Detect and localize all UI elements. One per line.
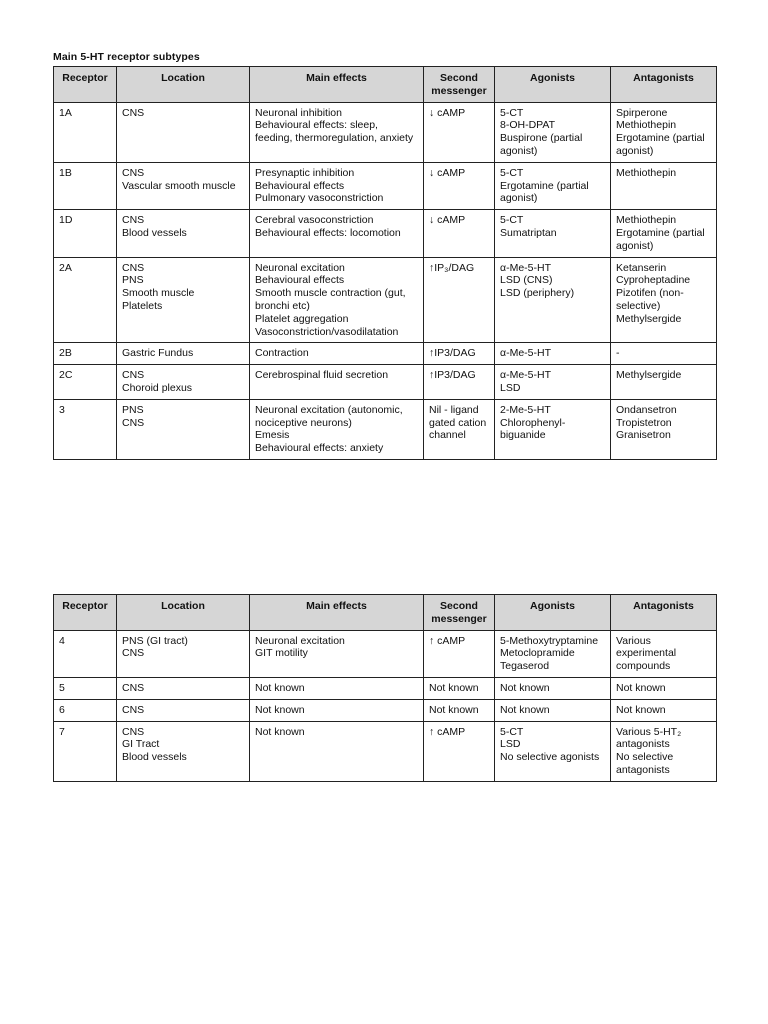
cell-receptor: 7 [54,721,117,781]
cell-receptor: 5 [54,677,117,699]
header-antagonists: Antagonists [611,595,717,631]
cell-line: ↑IP3/DAG [429,369,476,382]
table-row [54,257,717,343]
cell-main-effects [250,399,424,459]
cell-line: Blood vessels [122,226,187,239]
cell-second-messenger [424,365,495,400]
cell-second-messenger [424,721,495,781]
cell-line: 5-CT [500,106,524,119]
cell-line: PNS (GI tract) [122,634,188,647]
cell-line: Cerebrospinal fluid secretion [255,369,389,382]
cell-antagonists [611,343,717,365]
cell-line: CNS [122,725,145,738]
cell-second-messenger [424,343,495,365]
cell-line: Vasoconstriction/vasodilatation [255,325,399,338]
cell-line: Not known [429,681,479,694]
cell-line: Gastric Fundus [122,347,194,360]
cell-agonists [495,365,611,400]
cell-line: α-Me-5-HT [500,369,551,382]
cell-antagonists [611,162,717,209]
cell-line: Ondansetron [616,403,677,416]
cell-antagonists [611,677,717,699]
cell-line: Cerebral vasoconstriction [255,214,374,227]
cell-line: Not known [255,681,305,694]
cell-line: Blood vessels [122,751,187,764]
cell-line: Methiothepin [616,119,677,132]
cell-antagonists [611,399,717,459]
header-location: Location [117,595,250,631]
cell-line: LSD [500,381,521,394]
cell-line: LSD (CNS) [500,274,553,287]
header-receptor: Receptor [54,67,117,103]
cell-location [117,699,250,721]
cell-main-effects [250,102,424,162]
cell-line: ↑ cAMP [429,634,466,647]
header-agonists: Agonists [495,67,611,103]
table-body [54,630,717,781]
cell-line: Neuronal excitation [255,634,345,647]
cell-line: Neuronal excitation (autonomic, nociceptive neurons) [255,403,403,429]
cell-line: PNS [122,403,144,416]
receptor-table-1 [53,66,717,460]
cell-antagonists [611,365,717,400]
cell-line: ↑ cAMP [429,725,466,738]
cell-line: CNS [122,703,145,716]
table-row [54,721,717,781]
cell-line: ↓ cAMP [429,166,466,179]
cell-line: Choroid plexus [122,381,193,394]
cell-line: Behavioural effects: sleep, feeding, thermoregulation, anxiety [255,119,414,145]
cell-line: Granisetron [616,429,671,442]
table-header-row [54,595,717,631]
cell-line: Ergotamine (partial agonist) [500,179,589,205]
header-main-effects: Main effects [250,67,424,103]
cell-receptor: 2C [54,365,117,400]
cell-line: Buspirone (partial agonist) [500,132,583,157]
cell-agonists [495,721,611,781]
header-location: Location [117,67,250,103]
table-row [54,630,717,677]
cell-line: CNS [122,106,145,119]
header-receptor: Receptor [54,595,117,631]
cell-line: Not known [429,703,479,716]
cell-line: Not known [255,725,305,738]
cell-line: Vascular smooth muscle [122,179,236,192]
table-row [54,399,717,459]
cell-agonists [495,162,611,209]
cell-line: Not known [255,703,305,716]
cell-line: Ergotamine (partial agonist) [616,132,705,157]
cell-line: LSD (periphery) [500,287,575,300]
cell-antagonists [611,102,717,162]
cell-location [117,210,250,257]
header-second-messenger: Second messenger [424,595,495,631]
cell-main-effects [250,699,424,721]
cell-antagonists [611,721,717,781]
cell-line: Platelets [122,299,163,312]
cell-location [117,162,250,209]
cell-line: CNS [122,647,145,660]
cell-main-effects [250,162,424,209]
cell-line: CNS [122,416,145,429]
table-row [54,343,717,365]
cell-line: Methylsergide [616,369,682,382]
cell-line: Contraction [255,347,309,360]
cell-line: Methylsergide [616,312,682,325]
cell-line: CNS [122,261,145,274]
cell-line: ↓ cAMP [429,214,466,227]
table-row [54,699,717,721]
cell-main-effects [250,630,424,677]
page-title: Main 5-HT receptor subtypes [53,51,200,63]
cell-agonists [495,677,611,699]
cell-antagonists [611,257,717,343]
cell-location [117,102,250,162]
cell-line: Neuronal excitation [255,261,345,274]
cell-line: Ketanserin [616,261,667,274]
cell-receptor: 1D [54,210,117,257]
cell-location [117,343,250,365]
cell-line: Behavioural effects: anxiety [255,442,384,455]
cell-line: Tropistetron [616,416,672,429]
cell-line: Behavioural effects [255,274,345,287]
cell-line: Pulmonary vasoconstriction [255,192,384,205]
cell-line: 8-OH-DPAT [500,119,556,132]
cell-location [117,257,250,343]
table-body [54,102,717,459]
cell-receptor: 2A [54,257,117,343]
cell-line: Smooth muscle [122,287,195,300]
cell-line: Neuronal inhibition [255,106,342,119]
cell-line: LSD [500,738,521,751]
cell-agonists [495,257,611,343]
cell-location [117,365,250,400]
cell-location [117,677,250,699]
cell-antagonists [611,210,717,257]
cell-second-messenger [424,162,495,209]
cell-main-effects [250,365,424,400]
cell-receptor: 2B [54,343,117,365]
cell-second-messenger [424,257,495,343]
cell-line: Pizotifen (non-selective) [616,287,684,312]
cell-line: Presynaptic inhibition [255,166,355,179]
cell-agonists [495,102,611,162]
cell-line: Methiothepin [616,166,677,179]
cell-second-messenger [424,630,495,677]
cell-line: α-Me-5-HT [500,261,551,274]
cell-antagonists [611,630,717,677]
cell-second-messenger [424,210,495,257]
header-second-messenger: Second messenger [424,67,495,103]
cell-line: CNS [122,681,145,694]
cell-antagonists [611,699,717,721]
cell-line: Spirperone [616,106,668,119]
table-row [54,102,717,162]
cell-line: ↑IP₃/DAG [429,261,475,274]
cell-agonists [495,399,611,459]
cell-line: Behavioural effects: locomotion [255,226,401,239]
cell-line: Emesis [255,429,290,442]
cell-location [117,630,250,677]
cell-line: 5-Methoxytryptamine [500,634,599,647]
cell-line: - [616,347,620,360]
cell-line: CNS [122,166,145,179]
cell-second-messenger [424,102,495,162]
cell-line: 2-Me-5-HT [500,403,551,416]
cell-main-effects [250,721,424,781]
table-header-row [54,67,717,103]
cell-second-messenger [424,699,495,721]
cell-line: Platelet aggregation [255,312,349,325]
cell-line: Behavioural effects [255,179,345,192]
cell-line: Various experimental compounds [616,634,677,673]
cell-line: CNS [122,369,145,382]
table-row [54,210,717,257]
cell-receptor: 1A [54,102,117,162]
header-agonists: Agonists [495,595,611,631]
cell-line: No selective agonists [500,751,600,764]
cell-receptor: 3 [54,399,117,459]
cell-line: GIT motility [255,647,308,660]
cell-main-effects [250,257,424,343]
cell-line: Sumatriptan [500,226,557,239]
header-antagonists: Antagonists [611,67,717,103]
cell-line: Various 5-HT₂ antagonists [616,725,682,751]
cell-line: 5-CT [500,214,524,227]
cell-main-effects [250,210,424,257]
table-row [54,162,717,209]
cell-line: Smooth muscle contraction (gut, bronchi etc) [255,287,406,312]
header-main-effects: Main effects [250,595,424,631]
cell-line: Cyproheptadine [616,274,691,287]
cell-line: PNS [122,274,144,287]
cell-line: Not known [616,703,666,716]
cell-line: GI Tract [122,738,160,751]
cell-line: 5-CT [500,725,524,738]
cell-receptor: 6 [54,699,117,721]
cell-line: 5-CT [500,166,524,179]
cell-agonists [495,343,611,365]
cell-main-effects [250,677,424,699]
cell-line: No selective antagonists [616,751,674,776]
cell-main-effects [250,343,424,365]
cell-line: Not known [616,681,666,694]
cell-agonists [495,630,611,677]
cell-line: Methiothepin [616,214,677,227]
cell-line: ↓ cAMP [429,106,466,119]
cell-second-messenger [424,399,495,459]
cell-line: α-Me-5-HT [500,347,551,360]
cell-line: ↑IP3/DAG [429,347,476,360]
cell-line: Chlorophenyl-biguanide [500,416,566,442]
table-row [54,365,717,400]
cell-location [117,721,250,781]
receptor-table-2 [53,594,717,782]
table-row [54,677,717,699]
cell-line: Not known [500,681,550,694]
cell-line: Ergotamine (partial agonist) [616,226,705,252]
cell-line: Nil - ligand gated cation channel [429,403,487,442]
cell-agonists [495,699,611,721]
cell-agonists [495,210,611,257]
cell-receptor: 4 [54,630,117,677]
cell-line: Not known [500,703,550,716]
cell-line: Tegaserod [500,660,550,673]
cell-second-messenger [424,677,495,699]
cell-location [117,399,250,459]
cell-line: Metoclopramide [500,647,575,660]
cell-receptor: 1B [54,162,117,209]
cell-line: CNS [122,214,145,227]
